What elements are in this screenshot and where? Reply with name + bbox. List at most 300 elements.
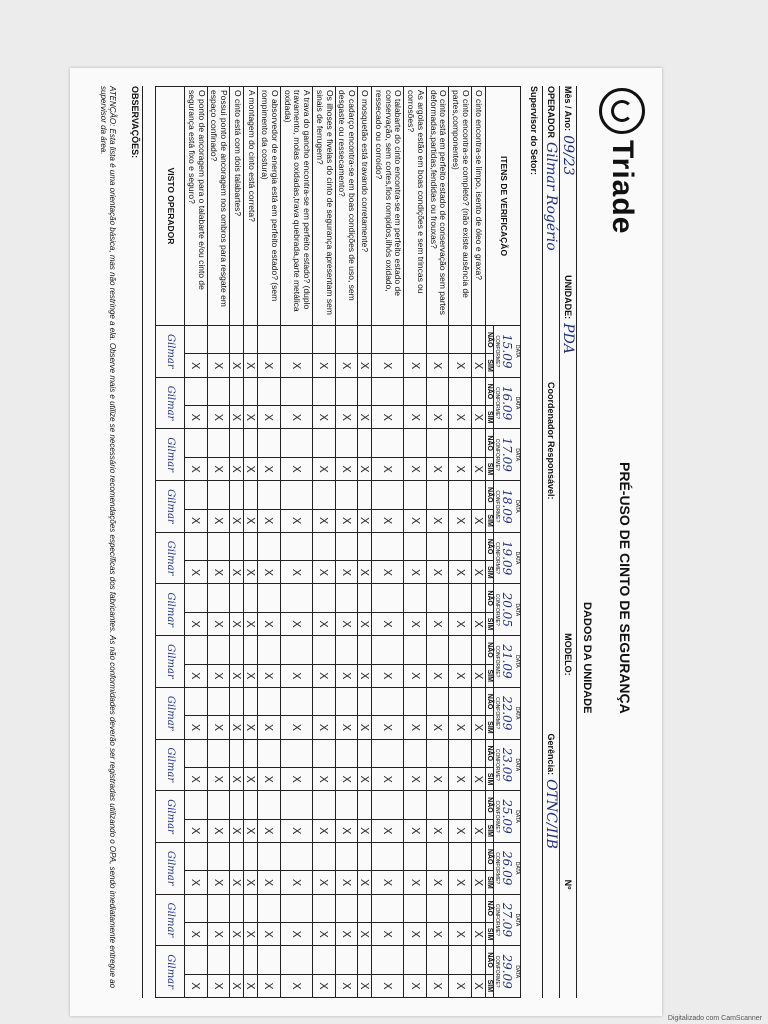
sim-cell[interactable]: X xyxy=(358,509,372,532)
sim-cell[interactable]: X xyxy=(244,406,258,429)
sim-cell[interactable]: X xyxy=(244,664,258,687)
nao-cell[interactable] xyxy=(258,326,281,354)
nao-cell[interactable] xyxy=(472,377,486,405)
sim-cell[interactable]: X xyxy=(335,819,358,842)
nao-cell[interactable] xyxy=(313,532,336,560)
sim-cell[interactable]: X xyxy=(358,561,372,584)
sim-cell[interactable]: X xyxy=(426,457,449,480)
nao-cell[interactable] xyxy=(244,791,258,819)
nao-cell[interactable] xyxy=(230,842,244,870)
sim-cell[interactable]: X xyxy=(207,923,230,946)
sim-cell[interactable]: X xyxy=(372,923,404,946)
nao-cell[interactable] xyxy=(230,429,244,457)
sim-cell[interactable]: X xyxy=(449,974,472,997)
nao-cell[interactable] xyxy=(358,326,372,354)
sim-cell[interactable]: X xyxy=(244,871,258,894)
sim-cell[interactable]: X xyxy=(372,974,404,997)
nao-cell[interactable] xyxy=(426,739,449,767)
nao-cell[interactable] xyxy=(404,429,427,457)
sim-cell[interactable]: X xyxy=(358,819,372,842)
sim-cell[interactable]: X xyxy=(372,457,404,480)
nao-cell[interactable] xyxy=(335,377,358,405)
nao-cell[interactable] xyxy=(185,894,208,922)
nao-cell[interactable] xyxy=(280,894,312,922)
sim-cell[interactable]: X xyxy=(185,716,208,739)
sim-cell[interactable]: X xyxy=(185,561,208,584)
nao-cell[interactable] xyxy=(207,842,230,870)
nao-cell[interactable] xyxy=(358,636,372,664)
nao-cell[interactable] xyxy=(426,894,449,922)
nao-cell[interactable] xyxy=(335,687,358,715)
nao-cell[interactable] xyxy=(313,894,336,922)
nao-cell[interactable] xyxy=(358,687,372,715)
sim-cell[interactable]: X xyxy=(472,767,486,790)
sim-cell[interactable]: X xyxy=(313,974,336,997)
nao-cell[interactable] xyxy=(280,532,312,560)
nao-cell[interactable] xyxy=(280,636,312,664)
sim-cell[interactable]: X xyxy=(313,561,336,584)
nao-cell[interactable] xyxy=(358,739,372,767)
sim-cell[interactable]: X xyxy=(404,354,427,377)
sim-cell[interactable]: X xyxy=(358,767,372,790)
sim-cell[interactable]: X xyxy=(230,354,244,377)
nao-cell[interactable] xyxy=(258,791,281,819)
sim-cell[interactable]: X xyxy=(207,974,230,997)
nao-cell[interactable] xyxy=(472,842,486,870)
nao-cell[interactable] xyxy=(372,377,404,405)
nao-cell[interactable] xyxy=(449,894,472,922)
nao-cell[interactable] xyxy=(185,584,208,612)
sim-cell[interactable]: X xyxy=(230,457,244,480)
nao-cell[interactable] xyxy=(472,791,486,819)
sim-cell[interactable]: X xyxy=(335,561,358,584)
nao-cell[interactable] xyxy=(244,377,258,405)
sim-cell[interactable]: X xyxy=(207,664,230,687)
sim-cell[interactable]: X xyxy=(280,354,312,377)
sim-cell[interactable]: X xyxy=(313,871,336,894)
sim-cell[interactable]: X xyxy=(372,612,404,635)
sim-cell[interactable]: X xyxy=(258,509,281,532)
nao-cell[interactable] xyxy=(358,429,372,457)
sim-cell[interactable]: X xyxy=(313,716,336,739)
nao-cell[interactable] xyxy=(258,842,281,870)
sim-cell[interactable]: X xyxy=(404,819,427,842)
nao-cell[interactable] xyxy=(313,377,336,405)
sim-cell[interactable]: X xyxy=(404,509,427,532)
nao-cell[interactable] xyxy=(426,946,449,974)
nao-cell[interactable] xyxy=(426,481,449,509)
sim-cell[interactable]: X xyxy=(313,354,336,377)
nao-cell[interactable] xyxy=(426,791,449,819)
sim-cell[interactable]: X xyxy=(449,767,472,790)
nao-cell[interactable] xyxy=(404,326,427,354)
nao-cell[interactable] xyxy=(207,894,230,922)
sim-cell[interactable]: X xyxy=(426,819,449,842)
sim-cell[interactable]: X xyxy=(449,509,472,532)
nao-cell[interactable] xyxy=(230,584,244,612)
nao-cell[interactable] xyxy=(258,481,281,509)
nao-cell[interactable] xyxy=(244,894,258,922)
nao-cell[interactable] xyxy=(280,687,312,715)
sim-cell[interactable]: X xyxy=(313,457,336,480)
sim-cell[interactable]: X xyxy=(472,871,486,894)
sim-cell[interactable]: X xyxy=(372,561,404,584)
nao-cell[interactable] xyxy=(185,636,208,664)
sim-cell[interactable]: X xyxy=(230,612,244,635)
nao-cell[interactable] xyxy=(358,532,372,560)
sim-cell[interactable]: X xyxy=(313,767,336,790)
nao-cell[interactable] xyxy=(335,584,358,612)
nao-cell[interactable] xyxy=(472,687,486,715)
nao-cell[interactable] xyxy=(372,946,404,974)
sim-cell[interactable]: X xyxy=(449,561,472,584)
nao-cell[interactable] xyxy=(313,946,336,974)
sim-cell[interactable]: X xyxy=(472,457,486,480)
nao-cell[interactable] xyxy=(230,687,244,715)
sim-cell[interactable]: X xyxy=(426,923,449,946)
nao-cell[interactable] xyxy=(280,481,312,509)
sim-cell[interactable]: X xyxy=(244,716,258,739)
sim-cell[interactable]: X xyxy=(207,354,230,377)
nao-cell[interactable] xyxy=(449,532,472,560)
nao-cell[interactable] xyxy=(449,636,472,664)
sim-cell[interactable]: X xyxy=(280,457,312,480)
sim-cell[interactable]: X xyxy=(244,612,258,635)
sim-cell[interactable]: X xyxy=(207,819,230,842)
sim-cell[interactable]: X xyxy=(258,406,281,429)
sim-cell[interactable]: X xyxy=(244,974,258,997)
sim-cell[interactable]: X xyxy=(185,974,208,997)
nao-cell[interactable] xyxy=(258,377,281,405)
sim-cell[interactable]: X xyxy=(472,406,486,429)
sim-cell[interactable]: X xyxy=(372,354,404,377)
nao-cell[interactable] xyxy=(313,429,336,457)
nao-cell[interactable] xyxy=(244,429,258,457)
sim-cell[interactable]: X xyxy=(426,354,449,377)
sim-cell[interactable]: X xyxy=(258,767,281,790)
sim-cell[interactable]: X xyxy=(404,923,427,946)
nao-cell[interactable] xyxy=(472,894,486,922)
nao-cell[interactable] xyxy=(244,584,258,612)
nao-cell[interactable] xyxy=(335,326,358,354)
sim-cell[interactable]: X xyxy=(244,354,258,377)
sim-cell[interactable]: X xyxy=(230,561,244,584)
nao-cell[interactable] xyxy=(207,326,230,354)
nao-cell[interactable] xyxy=(372,481,404,509)
nao-cell[interactable] xyxy=(313,739,336,767)
nao-cell[interactable] xyxy=(207,584,230,612)
sim-cell[interactable]: X xyxy=(449,612,472,635)
sim-cell[interactable]: X xyxy=(449,923,472,946)
nao-cell[interactable] xyxy=(335,946,358,974)
nao-cell[interactable] xyxy=(426,636,449,664)
sim-cell[interactable]: X xyxy=(449,457,472,480)
sim-cell[interactable]: X xyxy=(207,871,230,894)
nao-cell[interactable] xyxy=(372,532,404,560)
sim-cell[interactable]: X xyxy=(358,664,372,687)
sim-cell[interactable]: X xyxy=(335,923,358,946)
nao-cell[interactable] xyxy=(185,326,208,354)
sim-cell[interactable]: X xyxy=(472,819,486,842)
nao-cell[interactable] xyxy=(335,636,358,664)
sim-cell[interactable]: X xyxy=(472,612,486,635)
nao-cell[interactable] xyxy=(313,326,336,354)
sim-cell[interactable]: X xyxy=(335,509,358,532)
nao-cell[interactable] xyxy=(185,532,208,560)
sim-cell[interactable]: X xyxy=(258,716,281,739)
sim-cell[interactable]: X xyxy=(335,457,358,480)
nao-cell[interactable] xyxy=(426,429,449,457)
sim-cell[interactable]: X xyxy=(472,923,486,946)
nao-cell[interactable] xyxy=(472,584,486,612)
sim-cell[interactable]: X xyxy=(244,509,258,532)
sim-cell[interactable]: X xyxy=(358,716,372,739)
sim-cell[interactable]: X xyxy=(426,509,449,532)
nao-cell[interactable] xyxy=(230,894,244,922)
nao-cell[interactable] xyxy=(358,894,372,922)
sim-cell[interactable]: X xyxy=(258,354,281,377)
nao-cell[interactable] xyxy=(449,739,472,767)
nao-cell[interactable] xyxy=(207,532,230,560)
nao-cell[interactable] xyxy=(280,429,312,457)
sim-cell[interactable]: X xyxy=(426,664,449,687)
nao-cell[interactable] xyxy=(472,946,486,974)
sim-cell[interactable]: X xyxy=(280,819,312,842)
nao-cell[interactable] xyxy=(449,842,472,870)
nao-cell[interactable] xyxy=(372,894,404,922)
sim-cell[interactable]: X xyxy=(426,561,449,584)
nao-cell[interactable] xyxy=(258,687,281,715)
sim-cell[interactable]: X xyxy=(280,871,312,894)
sim-cell[interactable]: X xyxy=(258,561,281,584)
nao-cell[interactable] xyxy=(244,739,258,767)
sim-cell[interactable]: X xyxy=(426,406,449,429)
sim-cell[interactable]: X xyxy=(258,923,281,946)
nao-cell[interactable] xyxy=(472,429,486,457)
nao-cell[interactable] xyxy=(230,481,244,509)
sim-cell[interactable]: X xyxy=(258,819,281,842)
nao-cell[interactable] xyxy=(207,946,230,974)
nao-cell[interactable] xyxy=(426,377,449,405)
sim-cell[interactable]: X xyxy=(358,354,372,377)
sim-cell[interactable]: X xyxy=(258,664,281,687)
sim-cell[interactable]: X xyxy=(372,819,404,842)
nao-cell[interactable] xyxy=(404,687,427,715)
nao-cell[interactable] xyxy=(472,532,486,560)
nao-cell[interactable] xyxy=(449,687,472,715)
nao-cell[interactable] xyxy=(449,946,472,974)
sim-cell[interactable]: X xyxy=(244,561,258,584)
sim-cell[interactable]: X xyxy=(449,716,472,739)
sim-cell[interactable]: X xyxy=(244,767,258,790)
nao-cell[interactable] xyxy=(313,687,336,715)
nao-cell[interactable] xyxy=(404,584,427,612)
nao-cell[interactable] xyxy=(207,377,230,405)
sim-cell[interactable]: X xyxy=(280,561,312,584)
nao-cell[interactable] xyxy=(313,791,336,819)
nao-cell[interactable] xyxy=(185,946,208,974)
nao-cell[interactable] xyxy=(185,739,208,767)
sim-cell[interactable]: X xyxy=(280,406,312,429)
nao-cell[interactable] xyxy=(372,584,404,612)
sim-cell[interactable]: X xyxy=(207,457,230,480)
nao-cell[interactable] xyxy=(230,791,244,819)
nao-cell[interactable] xyxy=(185,429,208,457)
nao-cell[interactable] xyxy=(449,429,472,457)
sim-cell[interactable]: X xyxy=(404,716,427,739)
sim-cell[interactable]: X xyxy=(244,819,258,842)
nao-cell[interactable] xyxy=(449,377,472,405)
nao-cell[interactable] xyxy=(313,481,336,509)
sim-cell[interactable]: X xyxy=(372,767,404,790)
nao-cell[interactable] xyxy=(258,532,281,560)
nao-cell[interactable] xyxy=(372,791,404,819)
nao-cell[interactable] xyxy=(358,377,372,405)
sim-cell[interactable]: X xyxy=(449,871,472,894)
sim-cell[interactable]: X xyxy=(313,923,336,946)
sim-cell[interactable]: X xyxy=(313,509,336,532)
sim-cell[interactable]: X xyxy=(358,923,372,946)
nao-cell[interactable] xyxy=(280,739,312,767)
sim-cell[interactable]: X xyxy=(280,664,312,687)
nao-cell[interactable] xyxy=(230,377,244,405)
nao-cell[interactable] xyxy=(404,739,427,767)
sim-cell[interactable]: X xyxy=(280,612,312,635)
nao-cell[interactable] xyxy=(258,429,281,457)
nao-cell[interactable] xyxy=(244,636,258,664)
nao-cell[interactable] xyxy=(230,946,244,974)
nao-cell[interactable] xyxy=(335,532,358,560)
sim-cell[interactable]: X xyxy=(372,664,404,687)
nao-cell[interactable] xyxy=(335,842,358,870)
nao-cell[interactable] xyxy=(280,946,312,974)
sim-cell[interactable]: X xyxy=(472,974,486,997)
sim-cell[interactable]: X xyxy=(404,457,427,480)
sim-cell[interactable]: X xyxy=(335,974,358,997)
nao-cell[interactable] xyxy=(472,326,486,354)
sim-cell[interactable]: X xyxy=(472,561,486,584)
nao-cell[interactable] xyxy=(404,894,427,922)
sim-cell[interactable]: X xyxy=(335,871,358,894)
sim-cell[interactable]: X xyxy=(358,871,372,894)
sim-cell[interactable]: X xyxy=(372,406,404,429)
nao-cell[interactable] xyxy=(358,842,372,870)
nao-cell[interactable] xyxy=(404,946,427,974)
sim-cell[interactable]: X xyxy=(404,767,427,790)
sim-cell[interactable]: X xyxy=(258,612,281,635)
nao-cell[interactable] xyxy=(185,481,208,509)
sim-cell[interactable]: X xyxy=(258,457,281,480)
nao-cell[interactable] xyxy=(258,636,281,664)
sim-cell[interactable]: X xyxy=(372,871,404,894)
sim-cell[interactable]: X xyxy=(404,871,427,894)
nao-cell[interactable] xyxy=(358,791,372,819)
sim-cell[interactable]: X xyxy=(230,767,244,790)
nao-cell[interactable] xyxy=(185,687,208,715)
nao-cell[interactable] xyxy=(280,377,312,405)
sim-cell[interactable]: X xyxy=(449,406,472,429)
nao-cell[interactable] xyxy=(313,842,336,870)
nao-cell[interactable] xyxy=(207,429,230,457)
nao-cell[interactable] xyxy=(335,739,358,767)
sim-cell[interactable]: X xyxy=(449,664,472,687)
nao-cell[interactable] xyxy=(207,481,230,509)
sim-cell[interactable]: X xyxy=(230,871,244,894)
nao-cell[interactable] xyxy=(358,481,372,509)
nao-cell[interactable] xyxy=(258,946,281,974)
sim-cell[interactable]: X xyxy=(335,664,358,687)
nao-cell[interactable] xyxy=(335,894,358,922)
sim-cell[interactable]: X xyxy=(244,923,258,946)
nao-cell[interactable] xyxy=(449,481,472,509)
sim-cell[interactable]: X xyxy=(426,871,449,894)
nao-cell[interactable] xyxy=(404,636,427,664)
sim-cell[interactable]: X xyxy=(335,612,358,635)
sim-cell[interactable]: X xyxy=(185,767,208,790)
nao-cell[interactable] xyxy=(313,636,336,664)
sim-cell[interactable]: X xyxy=(449,354,472,377)
nao-cell[interactable] xyxy=(404,791,427,819)
sim-cell[interactable]: X xyxy=(335,767,358,790)
sim-cell[interactable]: X xyxy=(207,561,230,584)
sim-cell[interactable]: X xyxy=(404,974,427,997)
sim-cell[interactable]: X xyxy=(426,612,449,635)
nao-cell[interactable] xyxy=(207,636,230,664)
nao-cell[interactable] xyxy=(335,429,358,457)
nao-cell[interactable] xyxy=(207,791,230,819)
nao-cell[interactable] xyxy=(426,842,449,870)
sim-cell[interactable]: X xyxy=(280,509,312,532)
sim-cell[interactable]: X xyxy=(207,716,230,739)
nao-cell[interactable] xyxy=(258,894,281,922)
nao-cell[interactable] xyxy=(244,946,258,974)
sim-cell[interactable]: X xyxy=(404,612,427,635)
sim-cell[interactable]: X xyxy=(472,354,486,377)
sim-cell[interactable]: X xyxy=(280,767,312,790)
nao-cell[interactable] xyxy=(230,636,244,664)
sim-cell[interactable]: X xyxy=(207,767,230,790)
nao-cell[interactable] xyxy=(372,687,404,715)
nao-cell[interactable] xyxy=(472,481,486,509)
sim-cell[interactable]: X xyxy=(185,509,208,532)
nao-cell[interactable] xyxy=(372,842,404,870)
nao-cell[interactable] xyxy=(244,481,258,509)
sim-cell[interactable]: X xyxy=(244,457,258,480)
nao-cell[interactable] xyxy=(372,739,404,767)
nao-cell[interactable] xyxy=(230,532,244,560)
nao-cell[interactable] xyxy=(404,377,427,405)
nao-cell[interactable] xyxy=(426,687,449,715)
sim-cell[interactable]: X xyxy=(185,923,208,946)
sim-cell[interactable]: X xyxy=(280,716,312,739)
sim-cell[interactable]: X xyxy=(230,509,244,532)
nao-cell[interactable] xyxy=(185,377,208,405)
nao-cell[interactable] xyxy=(244,326,258,354)
sim-cell[interactable]: X xyxy=(230,974,244,997)
nao-cell[interactable] xyxy=(426,326,449,354)
sim-cell[interactable]: X xyxy=(472,509,486,532)
sim-cell[interactable]: X xyxy=(372,716,404,739)
sim-cell[interactable]: X xyxy=(358,457,372,480)
sim-cell[interactable]: X xyxy=(258,871,281,894)
nao-cell[interactable] xyxy=(244,842,258,870)
nao-cell[interactable] xyxy=(449,584,472,612)
nao-cell[interactable] xyxy=(244,687,258,715)
sim-cell[interactable]: X xyxy=(404,561,427,584)
nao-cell[interactable] xyxy=(207,687,230,715)
sim-cell[interactable]: X xyxy=(230,923,244,946)
nao-cell[interactable] xyxy=(372,636,404,664)
